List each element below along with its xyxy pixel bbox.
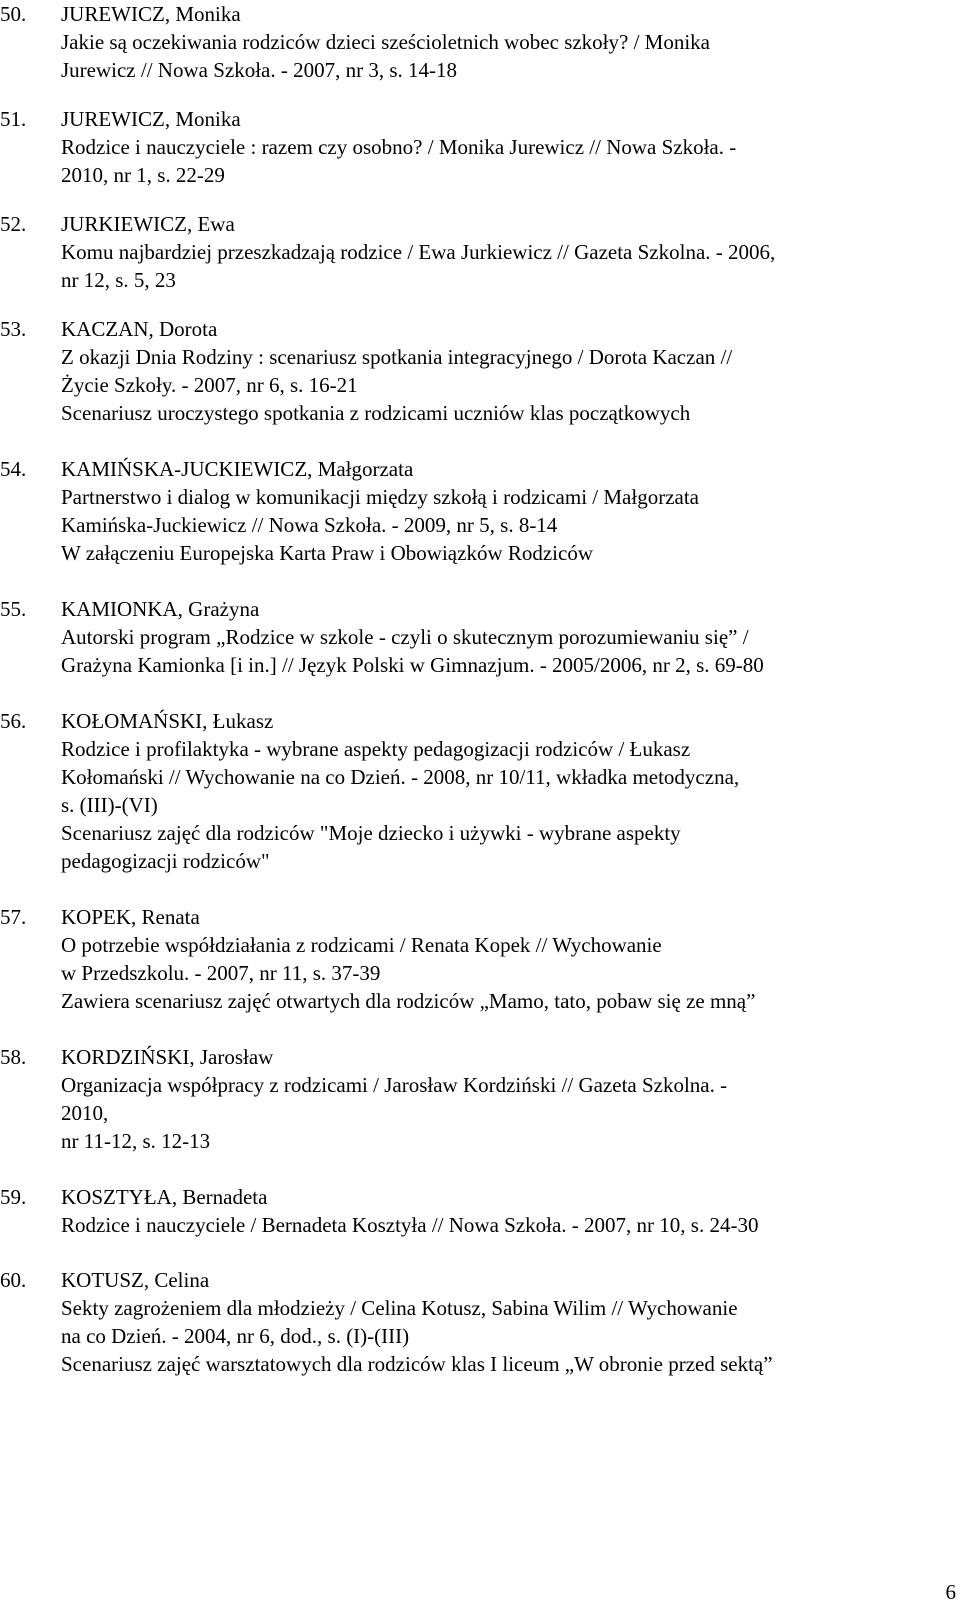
entry-text-line: Kołomański // Wychowanie na co Dzień. - 2008, nr 10/11, wkładka metodyczna, [61, 765, 740, 789]
entry-text-line: Życie Szkoły. - 2007, nr 6, s. 16-21 [61, 373, 358, 397]
entry-author: KAMIŃSKA-JUCKIEWICZ, Małgorzata [61, 457, 414, 481]
entry-text-line: Rodzice i nauczyciele / Bernadeta Kosztyła // Nowa Szkoła. - 2007, nr 10, s. 24-30 [61, 1213, 759, 1237]
entry-author: KAMIONKA, Grażyna [61, 597, 260, 621]
entry-author: KOŁOMAŃSKI, Łukasz [61, 709, 274, 733]
entry-text-line: Jurewicz // Nowa Szkoła. - 2007, nr 3, s. 14-18 [61, 58, 458, 82]
page-number: 6 [945, 1580, 956, 1604]
entry-author: JUREWICZ, Monika [61, 107, 241, 131]
entry-text-line: s. (III)-(VI) [61, 793, 158, 817]
entry-number: 51. [0, 107, 27, 131]
entry-body [61, 105, 951, 189]
entry-body [61, 595, 951, 679]
entry-body [61, 0, 951, 84]
entry-text-line: Grażyna Kamionka [i in.] // Język Polski w Gimnazjum. - 2005/2006, nr 2, s. 69-80 [61, 653, 764, 677]
entry-text-line: Scenariusz uroczystego spotkania z rodzicami uczniów klas początkowych [61, 401, 691, 425]
entry-body [61, 315, 951, 427]
entry-number: 52. [0, 212, 27, 236]
entry-text-line: Jakie są oczekiwania rodziców dzieci sześcioletnich wobec szkoły? / Monika [61, 30, 711, 54]
entry-text-line: w Przedszkolu. - 2007, nr 11, s. 37-39 [61, 961, 381, 985]
entry-number: 58. [0, 1045, 27, 1069]
entry-text-line: Scenariusz zajęć warsztatowych dla rodziców klas I liceum „W obronie przed sektą” [61, 1352, 773, 1376]
entry-text-line: Zawiera scenariusz zajęć otwartych dla rodziców „Mamo, tato, pobaw się ze mną” [61, 989, 756, 1013]
entry-number: 53. [0, 317, 27, 341]
entry-author: KACZAN, Dorota [61, 317, 218, 341]
entry-text-line: pedagogizacji rodziców" [61, 849, 270, 873]
entry-body [61, 1266, 951, 1378]
entry-body [61, 1043, 951, 1155]
entry-body [61, 903, 951, 1015]
entry-author: JUREWICZ, Monika [61, 2, 241, 26]
entry-author: KORDZIŃSKI, Jarosław [61, 1045, 274, 1069]
entry-text-line: Organizacja współpracy z rodzicami / Jarosław Kordziński // Gazeta Szkolna. - [61, 1073, 728, 1097]
entry-author: KOSZTYŁA, Bernadeta [61, 1185, 268, 1209]
entry-text-line: Scenariusz zajęć dla rodziców "Moje dziecko i używki - wybrane aspekty [61, 821, 681, 845]
entry-text-line: Sekty zagrożeniem dla młodzieży / Celina Kotusz, Sabina Wilim // Wychowanie [61, 1296, 738, 1320]
entry-text-line: nr 12, s. 5, 23 [61, 268, 176, 292]
entry-text-line: W załączeniu Europejska Karta Praw i Obowiązków Rodziców [61, 541, 594, 565]
entry-author: KOPEK, Renata [61, 905, 200, 929]
entry-number: 57. [0, 905, 27, 929]
entry-text-line: O potrzebie współdziałania z rodzicami / Renata Kopek // Wychowanie [61, 933, 662, 957]
entry-text-line: Partnerstwo i dialog w komunikacji między szkołą i rodzicami / Małgorzata [61, 485, 699, 509]
entry-body [61, 707, 951, 875]
entry-author: JURKIEWICZ, Ewa [61, 212, 235, 236]
entry-number: 60. [0, 1268, 27, 1292]
entry-text-line: 2010, nr 1, s. 22-29 [61, 163, 225, 187]
entry-number: 55. [0, 597, 27, 621]
entry-text-line: Rodzice i nauczyciele : razem czy osobno? / Monika Jurewicz // Nowa Szkoła. - [61, 135, 737, 159]
entry-number: 59. [0, 1185, 27, 1209]
entry-body [61, 210, 951, 294]
entry-text-line: 2010, [61, 1101, 109, 1125]
entry-author: KOTUSZ, Celina [61, 1268, 210, 1292]
entry-text-line: Komu najbardziej przeszkadzają rodzice / Ewa Jurkiewicz // Gazeta Szkolna. - 2006, [61, 240, 776, 264]
entry-text-line: Kamińska-Juckiewicz // Nowa Szkoła. - 2009, nr 5, s. 8-14 [61, 513, 558, 537]
entry-text-line: Rodzice i profilaktyka - wybrane aspekty pedagogizacji rodziców / Łukasz [61, 737, 691, 761]
entry-body [61, 455, 951, 567]
entry-number: 54. [0, 457, 27, 481]
entry-number: 56. [0, 709, 27, 733]
entry-number: 50. [0, 2, 27, 26]
entry-text-line: na co Dzień. - 2004, nr 6, dod., s. (I)-(III) [61, 1324, 410, 1348]
entry-text-line: Z okazji Dnia Rodziny : scenariusz spotkania integracyjnego / Dorota Kaczan // [61, 345, 733, 369]
entry-text-line: nr 11-12, s. 12-13 [61, 1129, 211, 1153]
entry-text-line: Autorski program „Rodzice w szkole - czyli o skutecznym porozumiewaniu się” / [61, 625, 749, 649]
entry-body [61, 1183, 951, 1239]
